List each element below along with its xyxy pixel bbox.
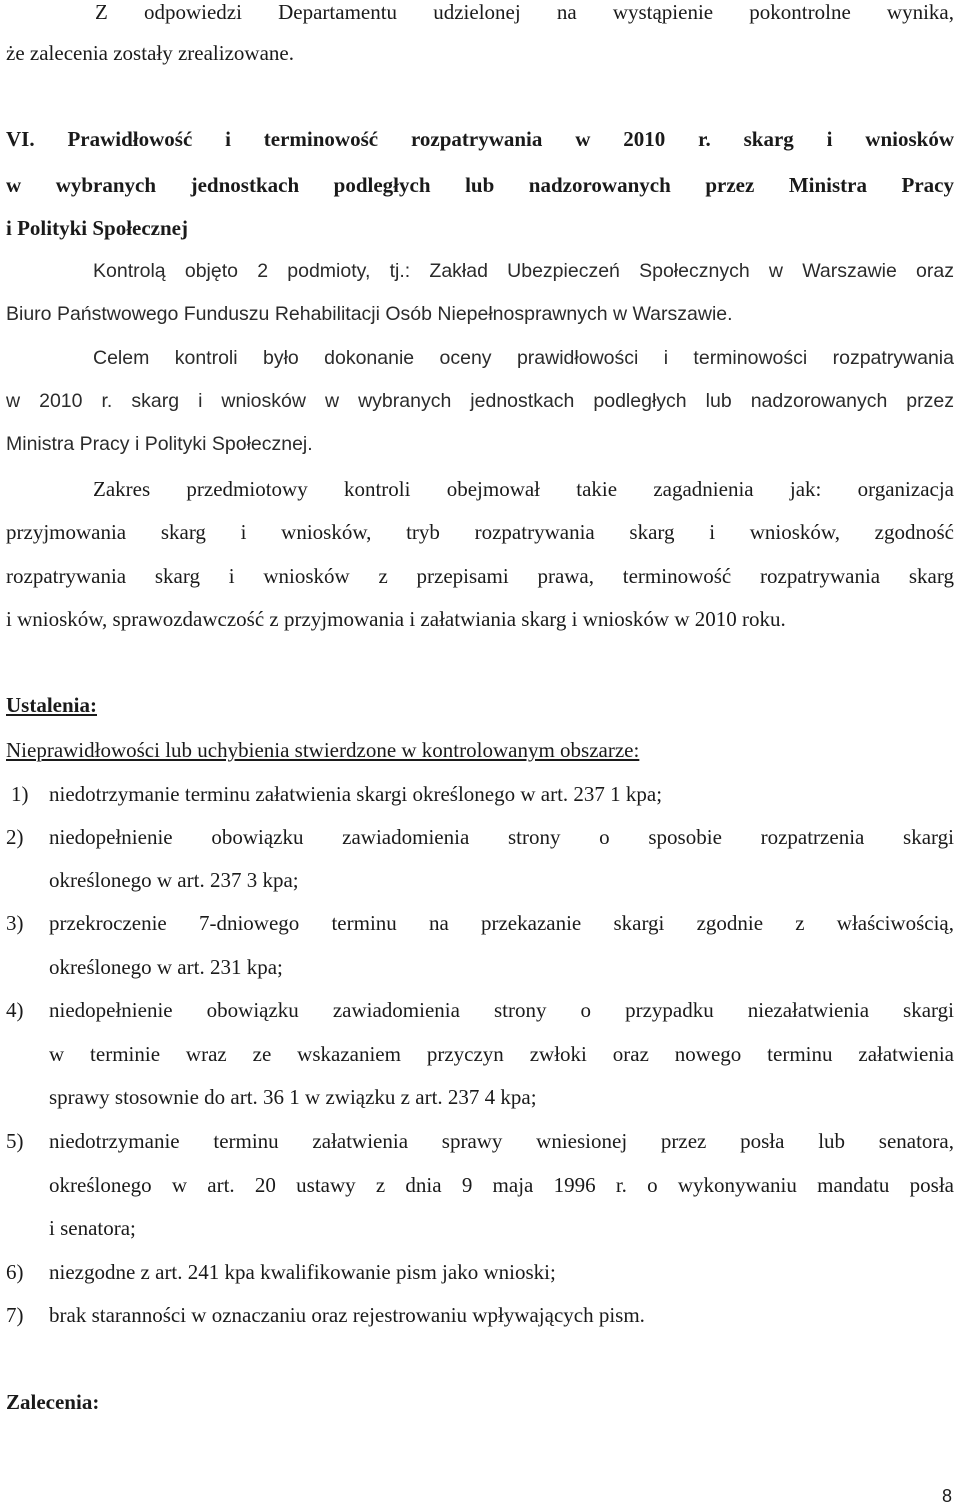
section-heading-line-3: i Polityki Społecznej (6, 216, 188, 240)
section-heading-line-1: VI. Prawidłowość i terminowość rozpatrywania w 2010 r. skarg i wniosków (6, 127, 954, 151)
paragraph-3-line-3: rozpatrywania skarg i wniosków z przepisami prawa, terminowość rozpatrywania skarg (6, 564, 954, 588)
paragraph-3-line-4: i wniosków, sprawozdawczość z przyjmowania i załatwiania skarg i wniosków w 2010 roku. (6, 607, 786, 631)
list-item-number: 1) (11, 782, 29, 806)
paragraph-2-line-1: Celem kontroli było dokonanie oceny prawidłowości i terminowości rozpatrywania (93, 347, 954, 369)
list-item-line: określonego w art. 237 3 kpa; (49, 868, 299, 892)
list-item-number: 3) (6, 911, 24, 935)
paragraph-3-line-1: Zakres przedmiotowy kontroli obejmował takie zagadnienia jak: organizacja (93, 477, 954, 501)
paragraph-2-line-2: w 2010 r. skarg i wniosków w wybranych jednostkach podległych lub nadzorowanych przez (6, 390, 954, 412)
list-item-line: określonego w art. 231 kpa; (49, 955, 283, 979)
list-item-number: 4) (6, 998, 24, 1022)
paragraph-2-line-3: Ministra Pracy i Polityki Społecznej. (6, 433, 313, 455)
list-item-line: niedopełnienie obowiązku zawiadomienia strony o sposobie rozpatrzenia skargi (49, 825, 954, 849)
paragraph-3-line-2: przyjmowania skarg i wniosków, tryb rozpatrywania skarg i wniosków, zgodność (6, 520, 954, 544)
list-item-line: niezgodne z art. 241 kpa kwalifikowanie pism jako wnioski; (49, 1260, 556, 1284)
section-heading-line-2: w wybranych jednostkach podległych lub nadzorowanych przez Ministra Pracy (6, 173, 954, 197)
paragraph-1-line-1: Kontrolą objęto 2 podmioty, tj.: Zakład Ubezpieczeń Społecznych w Warszawie oraz (93, 260, 954, 282)
list-item-line: niedopełnienie obowiązku zawiadomienia strony o przypadku niezałatwienia skargi (49, 998, 954, 1022)
list-item-line: niedotrzymanie terminu załatwienia sprawy wniesionej przez posła lub senatora, (49, 1129, 954, 1153)
list-item-line: przekroczenie 7-dniowego terminu na przekazanie skargi zgodnie z właściwością, (49, 911, 954, 935)
list-item-line: sprawy stosownie do art. 36 1 w związku z art. 237 4 kpa; (49, 1085, 537, 1109)
list-item-line: brak staranności w oznaczaniu oraz rejestrowaniu wpływających pism. (49, 1303, 645, 1327)
intro-line-1: Z odpowiedzi Departamentu udzielonej na wystąpienie pokontrolne wynika, (95, 0, 954, 24)
list-item-line: i senatora; (49, 1216, 136, 1240)
recommendations-heading: Zalecenia: (6, 1390, 100, 1414)
page-number: 8 (941, 1486, 952, 1506)
list-item-number: 5) (6, 1129, 24, 1153)
list-item-line: określonego w art. 20 ustawy z dnia 9 maja 1996 r. o wykonywaniu mandatu posła (49, 1173, 954, 1197)
paragraph-1-line-2: Biuro Państwowego Funduszu Rehabilitacji Osób Niepełnosprawnych w Warszawie. (6, 303, 733, 325)
list-item-line: niedotrzymanie terminu załatwienia skargi określonego w art. 237 1 kpa; (49, 782, 663, 806)
list-item-number: 7) (6, 1303, 24, 1327)
findings-subheading: Nieprawidłowości lub uchybienia stwierdzone w kontrolowanym obszarze: (6, 738, 640, 762)
list-item-number: 2) (6, 825, 24, 849)
list-item-number: 6) (6, 1260, 24, 1284)
findings-heading: Ustalenia: (6, 693, 97, 717)
intro-line-2: że zalecenia zostały zrealizowane. (6, 41, 294, 65)
list-item-line: w terminie wraz ze wskazaniem przyczyn zwłoki oraz nowego terminu załatwienia (49, 1042, 954, 1066)
